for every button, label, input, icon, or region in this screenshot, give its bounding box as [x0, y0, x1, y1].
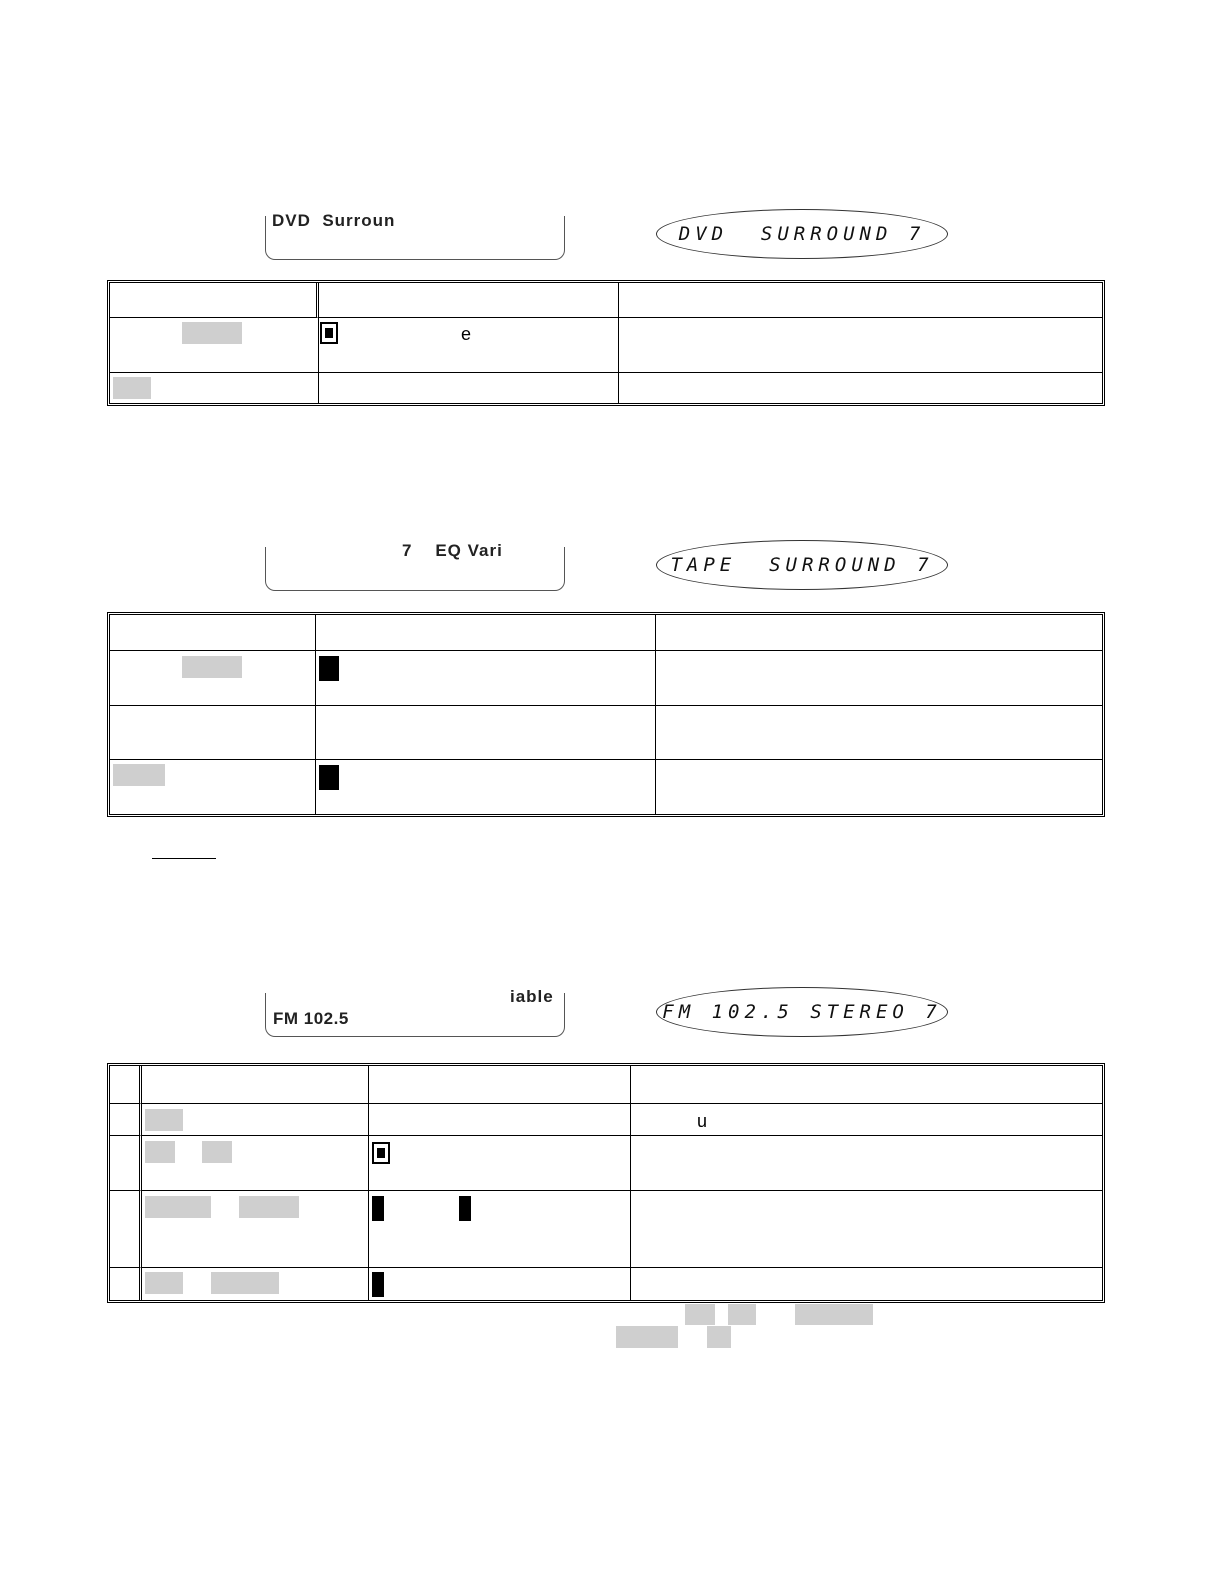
lcd-display-1 [656, 209, 948, 259]
table-cell [110, 706, 316, 760]
table-cell [110, 1136, 142, 1191]
table-cell [619, 318, 1102, 373]
table-cell [656, 651, 1102, 706]
highlight-mark [616, 1326, 678, 1348]
table-cell [631, 1191, 1102, 1268]
highlight-mark [145, 1109, 183, 1131]
highlight-mark [239, 1196, 299, 1218]
highlight-mark [707, 1326, 731, 1348]
table-header-cell [656, 615, 1102, 651]
highlight-mark [182, 322, 242, 344]
table-header-cell [142, 1066, 369, 1104]
table-cell [631, 1136, 1102, 1191]
lcd-display-text: TAPE SURROUND 7 [670, 554, 934, 576]
table-cell [319, 373, 619, 403]
table-cell [110, 1104, 142, 1136]
remote-display-label: FM 102.5 [273, 1009, 349, 1028]
highlight-mark [182, 656, 242, 678]
table-cell [316, 760, 656, 814]
table-header-cell [110, 1066, 142, 1104]
table-cell [369, 1268, 631, 1300]
table-header-cell [319, 283, 619, 318]
table-header-cell [631, 1066, 1102, 1104]
highlight-mark [113, 377, 151, 399]
table-cell [369, 1136, 631, 1191]
button-icon [320, 322, 338, 344]
table-header-cell [110, 283, 319, 318]
table-header-cell [369, 1066, 631, 1104]
table-cell-text: e [461, 324, 472, 344]
table-cell [142, 1136, 369, 1191]
table-header-cell [110, 615, 316, 651]
table-cell-text: u [697, 1111, 708, 1131]
table-3 [107, 1063, 1105, 1303]
button-icon [372, 1142, 390, 1164]
table-header-cell [316, 615, 656, 651]
remote-display-label: 7 EQ Vari [402, 541, 503, 560]
button-icon [459, 1196, 471, 1221]
highlight-mark [685, 1304, 715, 1325]
lcd-display-2 [656, 540, 948, 590]
button-icon [372, 1196, 384, 1221]
highlight-mark [145, 1141, 175, 1163]
underline-mark [152, 858, 216, 859]
table-cell [656, 706, 1102, 760]
highlight-mark [145, 1272, 183, 1294]
table-cell [110, 1191, 142, 1268]
lcd-display-text: DVD SURROUND 7 [678, 223, 926, 245]
remote-display-label: DVD Surroun [272, 211, 396, 230]
button-icon [372, 1272, 384, 1297]
highlight-mark [795, 1304, 873, 1325]
table-header-cell [619, 283, 1102, 318]
highlight-mark [113, 764, 165, 786]
table-1 [107, 280, 1105, 406]
lcd-display-text: FM 102.5 STEREO 7 [662, 1001, 942, 1023]
button-icon [319, 656, 339, 681]
remote-display-label: iable [510, 987, 554, 1006]
table-cell [110, 1268, 142, 1300]
lcd-display-3 [656, 987, 948, 1037]
table-2 [107, 612, 1105, 817]
table-cell [369, 1191, 631, 1268]
table-cell [316, 706, 656, 760]
highlight-mark [145, 1196, 211, 1218]
table-cell [316, 651, 656, 706]
highlight-mark [202, 1141, 232, 1163]
button-icon [319, 765, 339, 790]
highlight-mark [211, 1272, 279, 1294]
highlight-mark [728, 1304, 756, 1325]
table-cell [369, 1104, 631, 1136]
